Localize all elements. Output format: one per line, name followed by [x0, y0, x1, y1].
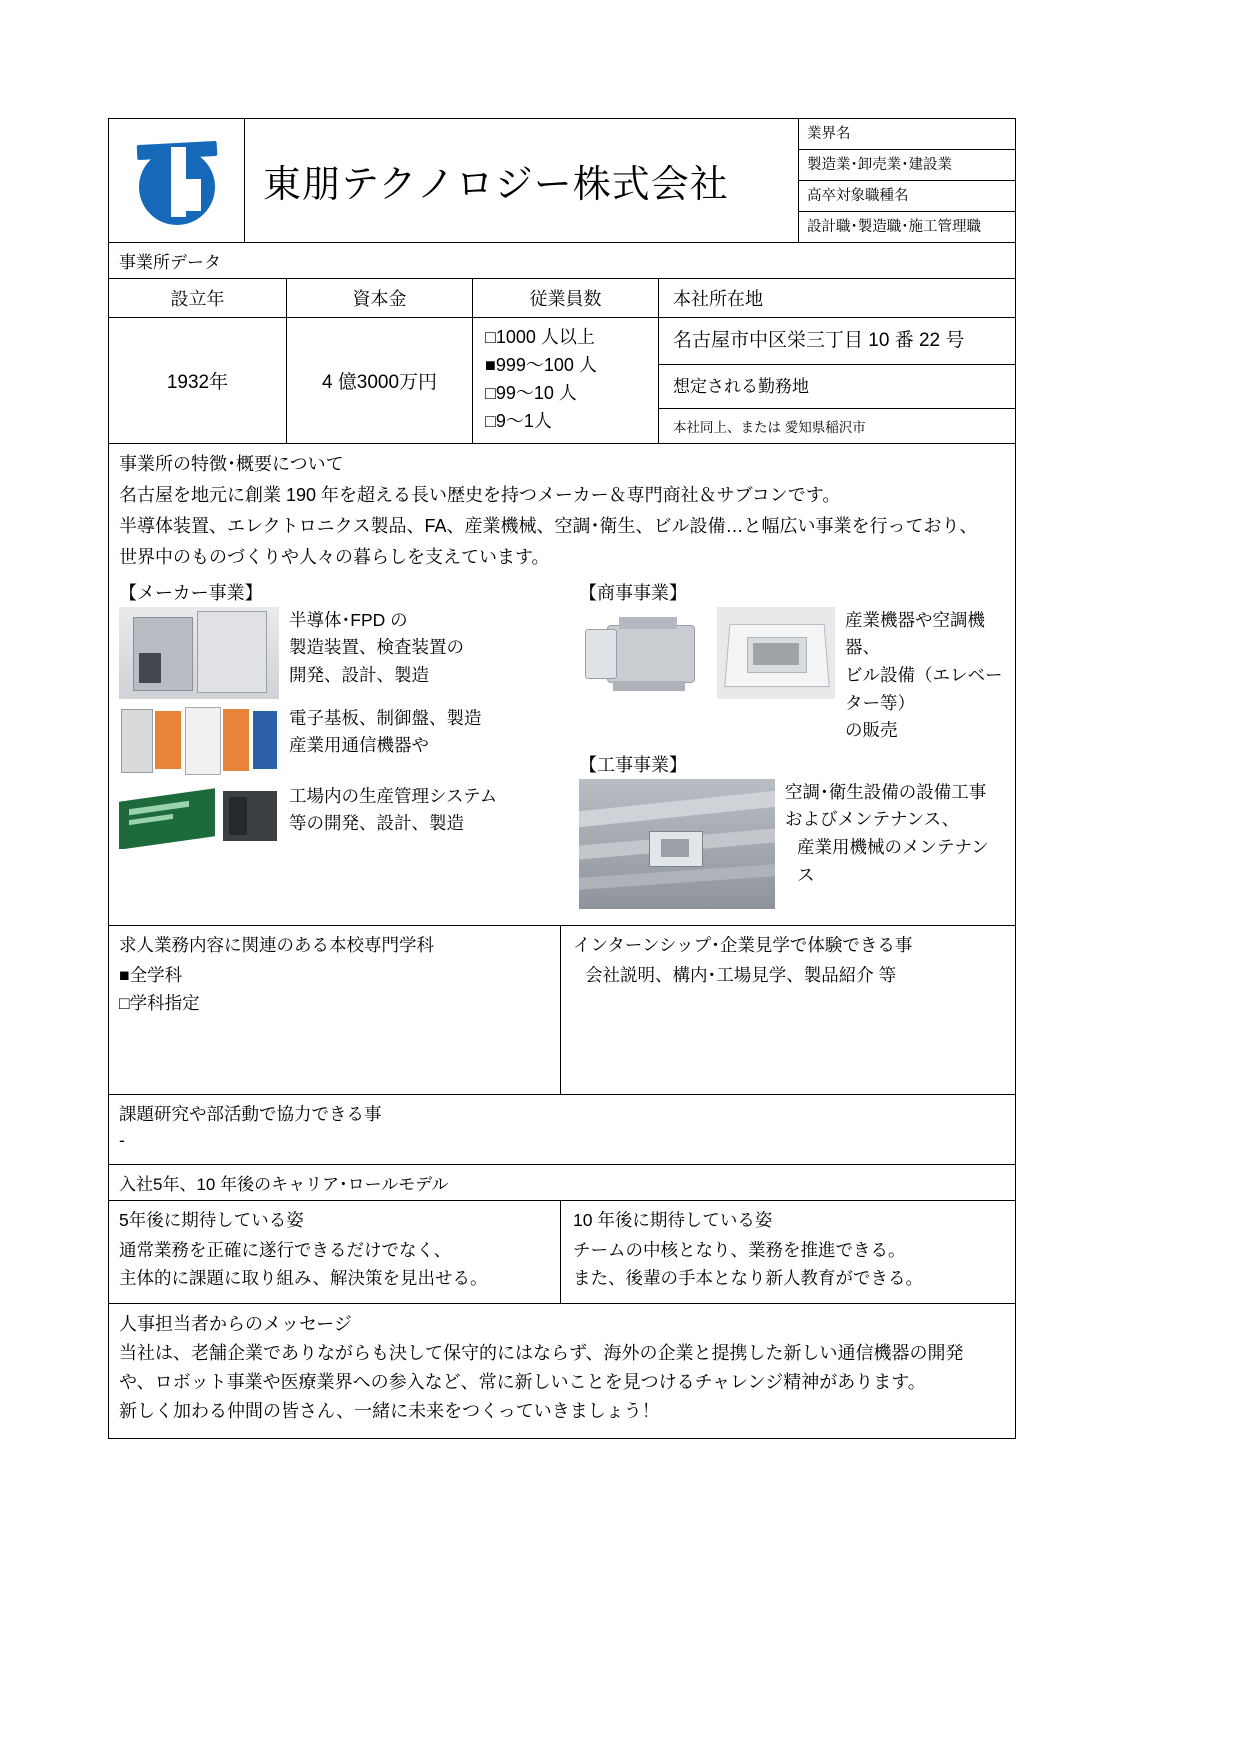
col-header-address: 本社所在地 — [659, 279, 1015, 318]
internship-title: インターンシップ･企業見学で体験できる事 — [573, 934, 913, 955]
text-line: 半導体･FPD の — [289, 609, 408, 630]
header-row — [109, 119, 1015, 243]
logo-icon — [131, 135, 223, 227]
department-option[interactable] — [119, 961, 550, 989]
employee-option[interactable] — [485, 380, 648, 408]
maker-business-column — [119, 575, 571, 915]
checkbox-mark: □ — [485, 327, 496, 347]
career-cell — [109, 1201, 1015, 1304]
five-year-block — [109, 1201, 561, 1303]
maker-item — [119, 705, 571, 777]
overview-row — [109, 444, 1015, 926]
maker-item-text — [279, 705, 482, 760]
research-row — [109, 1095, 1015, 1165]
employee-option-label: 9〜1人 — [495, 410, 552, 431]
overview-label: 事業所の特徴･概要について — [119, 454, 344, 474]
company-info-sheet — [108, 118, 1016, 1439]
department-option-label: 全学科 — [129, 964, 183, 985]
ten-year-block — [561, 1201, 1015, 1303]
message-block — [109, 1304, 1015, 1439]
maker-item-text — [279, 607, 464, 690]
overview-line: 名古屋を地元に創業 190 年を超える長い歴史を持つメーカー＆専門商社＆サブコンです。 — [119, 485, 841, 506]
ten-year-title: 10 年後に期待している姿 — [573, 1209, 773, 1230]
trade-item-text — [835, 607, 1005, 745]
construction-heading: 【工事事業】 — [579, 754, 687, 775]
career-title-row — [109, 1165, 1015, 1201]
text-line: およびメンテナンス、 — [785, 809, 960, 830]
five-year-title: 5年後に期待している姿 — [119, 1209, 304, 1230]
departments-title: 求人業務内容に関連のある本校専門学科 — [119, 934, 434, 955]
text-line: 工場内の生産管理システム — [289, 785, 498, 806]
office-data-header-row — [109, 279, 1015, 318]
job-type-label: 高卒対象職種名 — [799, 181, 1015, 212]
employee-option[interactable] — [485, 324, 648, 352]
company-logo — [109, 119, 245, 243]
company-name: 東朋テクノロジー株式会社 — [245, 119, 799, 243]
text-line: 通常業務を正確に遂行できるだけでなく、 — [119, 1239, 452, 1260]
text-line: チームの中核となり、業務を推進できる。 — [573, 1239, 906, 1260]
established-year: 1932年 — [109, 318, 287, 444]
checkbox-mark: ■ — [119, 964, 130, 985]
departments-block — [109, 926, 561, 1094]
research-block — [109, 1095, 1015, 1165]
col-header-capital: 資本金 — [287, 279, 473, 318]
employee-option-label: 1000 人以上 — [495, 327, 595, 347]
col-header-established: 設立年 — [109, 279, 287, 318]
maker-heading: 【メーカー事業】 — [119, 582, 263, 603]
employee-option-label: 99〜10 人 — [495, 382, 577, 403]
text-line: 空調･衛生設備の設備工事 — [785, 781, 987, 802]
text-line: ビル設備（エレベーター等） — [845, 664, 1003, 713]
checkbox-mark: □ — [485, 410, 496, 431]
internship-value: 会社説明、構内･工場見学、製品紹介 等 — [585, 964, 897, 985]
construction-item-text — [775, 779, 1005, 890]
duct-installation-photo — [579, 779, 775, 909]
industry-value: 製造業･卸売業･建設業 — [799, 150, 1015, 181]
office-data-label-row — [109, 243, 1015, 279]
overview-line: 世界中のものづくりや人々の暮らしを支えています。 — [119, 547, 550, 568]
research-title: 課題研究や部活動で協力できる事 — [119, 1103, 382, 1124]
text-line: や、ロボット事業や医療業界への参入など、常に新しいことを見つけるチャレンジ精神があります。 — [119, 1371, 926, 1392]
checkbox-mark: □ — [119, 993, 130, 1014]
text-line: 開発、設計、製造 — [289, 664, 429, 685]
message-title: 人事担当者からのメッセージ — [119, 1313, 352, 1334]
employee-option-label: 999〜100 人 — [495, 354, 597, 375]
text-line: また、後輩の手本となり新人教育ができる。 — [573, 1268, 923, 1289]
text-line: 製造装置、検査装置の — [289, 637, 464, 658]
career-row — [109, 1201, 1015, 1304]
header-meta — [799, 119, 1015, 243]
trade-heading: 【商事事業】 — [579, 582, 687, 603]
maker-item — [119, 607, 571, 699]
office-data-body-row — [109, 318, 1015, 444]
hq-address: 名古屋市中区栄三丁目 10 番 22 号 — [659, 318, 1015, 365]
checkbox-mark: □ — [485, 382, 496, 403]
employee-count-options — [473, 318, 659, 444]
employee-option[interactable] — [485, 408, 648, 436]
text-line: 新しく加わる仲間の皆さん、一緒に未来をつくっていきましょう！ — [119, 1400, 660, 1421]
text-line: 等の開発、設計、製造 — [289, 813, 464, 834]
address-column — [659, 318, 1015, 444]
text-line: 産業用通信機器や — [289, 735, 429, 756]
text-line: 主体的に課題に取り組み、解決策を見出せる。 — [119, 1268, 488, 1289]
industrial-motor-photo — [579, 607, 717, 699]
office-data-label: 事業所データ — [109, 243, 1015, 279]
overview-line: 半導体装置、エレクトロニクス製品、FA、産業機械、空調･衛生、ビル設備…と幅広い事業を行っており、 — [119, 516, 978, 537]
semiconductor-equipment-photo — [119, 607, 279, 699]
career-title: 入社5年、10 年後のキャリア･ロールモデル — [109, 1165, 1015, 1201]
overview-block — [109, 444, 1015, 926]
departments-internship-cell — [109, 926, 1015, 1095]
text-line: 当社は、老舗企業でありながらも決して保守的にはならず、海外の企業と提携した新しい通信機器の開発 — [119, 1342, 964, 1363]
col-header-employees: 従業員数 — [473, 279, 659, 318]
text-line: の販売 — [845, 720, 898, 741]
pcb-photo — [119, 783, 279, 849]
checkbox-mark: ■ — [485, 354, 496, 375]
work-place-value: 本社同上、または 愛知県稲沢市 — [673, 420, 866, 435]
department-option-label: 学科指定 — [129, 993, 200, 1014]
maker-item-text — [279, 783, 497, 838]
departments-internship-row — [109, 926, 1015, 1095]
control-board-photo — [119, 705, 279, 777]
employee-option[interactable] — [485, 352, 648, 380]
message-row — [109, 1304, 1015, 1439]
work-place-label: 想定される勤務地 — [659, 365, 1015, 409]
business-columns — [119, 575, 1005, 915]
air-conditioner-photo — [717, 607, 835, 699]
trade-item — [579, 607, 1005, 745]
capital-amount: 4 億3000万円 — [287, 318, 473, 444]
trade-construction-column — [571, 575, 1005, 915]
maker-item — [119, 783, 571, 849]
text-line: 産業用機械のメンテナンス — [797, 837, 989, 885]
research-value: - — [119, 1129, 125, 1150]
job-type-value: 設計職･製造職･施工管理職 — [807, 219, 981, 235]
internship-block — [561, 926, 1015, 1094]
department-option[interactable] — [119, 989, 550, 1017]
text-line: 電子基板、制御盤、製造 — [289, 707, 482, 728]
construction-item — [579, 779, 1005, 909]
industry-label: 業界名 — [799, 119, 1015, 150]
text-line: 産業機器や空調機器、 — [845, 609, 985, 658]
